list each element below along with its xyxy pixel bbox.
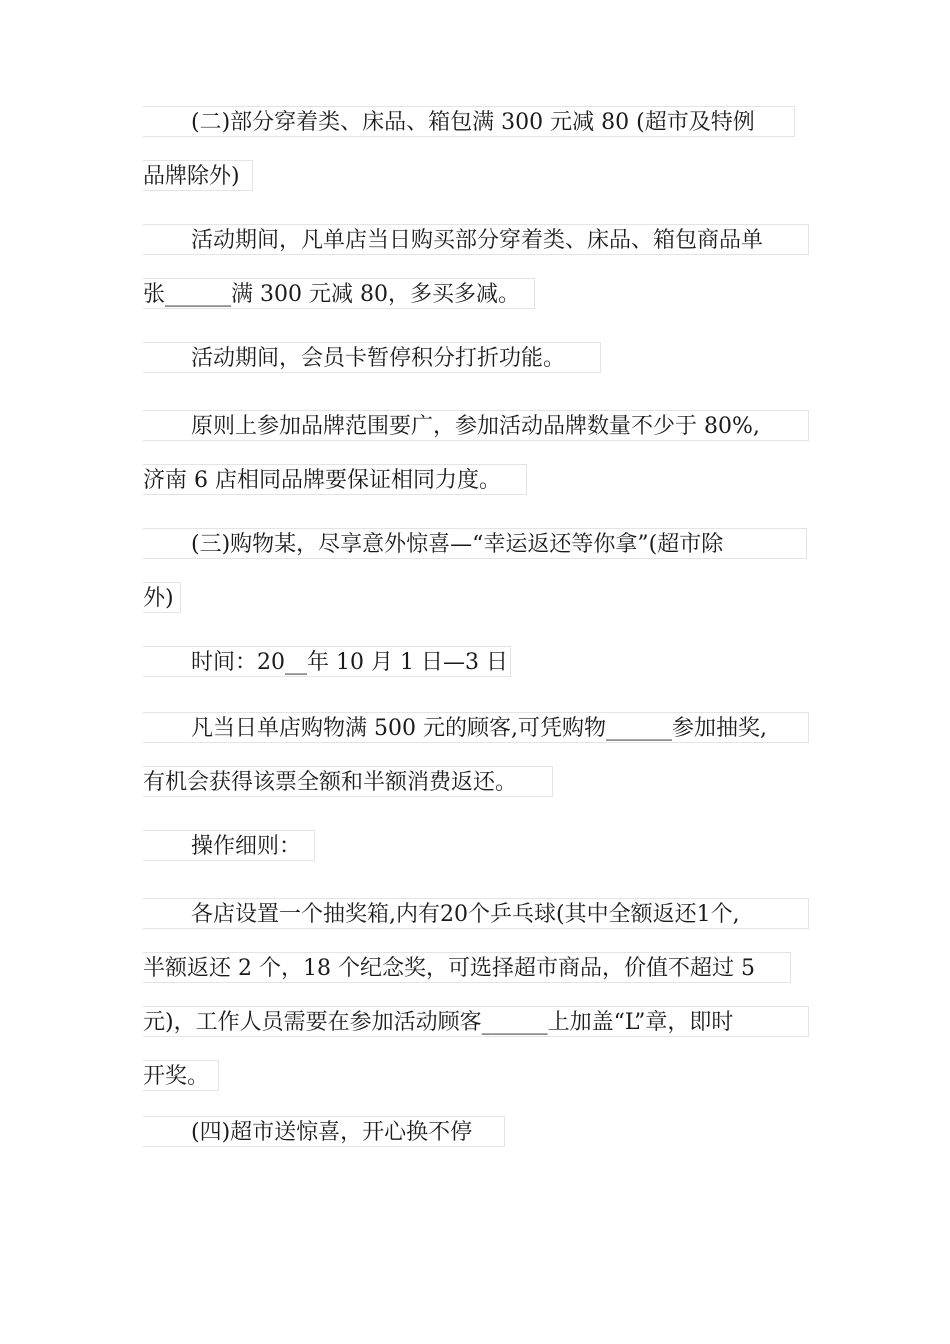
- text-line: 品牌除外): [143, 160, 253, 191]
- paragraph-discount-clothing: [143, 106, 795, 191]
- text-line: 元)，工作人员需要在参加活动顾客______上加盖“L”章，即时: [143, 1006, 809, 1037]
- text-line: 有机会获得该票全额和半额消费返还。: [143, 766, 553, 797]
- paragraph-lucky-refund: [143, 528, 807, 613]
- text-line: 时间：20__年 10 月 1 日—3 日: [143, 646, 511, 677]
- text-line: 外): [143, 582, 181, 613]
- text-line: 各店设置一个抽奖箱,内有20个乒乓球(其中全额返还1个,: [143, 898, 809, 929]
- paragraph-supermarket-surprise: [143, 1116, 505, 1147]
- paragraph-rules-heading: [143, 830, 315, 861]
- text-line: 济南 6 店相同品牌要保证相同力度。: [143, 464, 527, 495]
- paragraph-lottery: [143, 712, 809, 797]
- paragraph-lottery-box: [143, 898, 809, 1091]
- text-line: (三)购物某，尽享意外惊喜—“幸运返还等你拿”(超市除: [143, 528, 807, 559]
- text-line: 开奖。: [143, 1060, 219, 1091]
- text-line: 凡当日单店购物满 500 元的顾客,可凭购物______参加抽奖,: [143, 712, 809, 743]
- paragraph-time: [143, 646, 511, 677]
- text-line: 原则上参加品牌范围要广，参加活动品牌数量不少于 80%,: [143, 410, 809, 441]
- text-line: 半额返还 2 个，18 个纪念奖，可选择超市商品，价值不超过 5: [143, 952, 791, 983]
- text-line: 操作细则：: [143, 830, 315, 861]
- paragraph-activity-period: [143, 224, 809, 309]
- text-line: (四)超市送惊喜，开心换不停: [143, 1116, 505, 1147]
- text-line: 活动期间，凡单店当日购买部分穿着类、床品、箱包商品单: [143, 224, 809, 255]
- paragraph-member-card: [143, 342, 601, 373]
- text-line: 张______满 300 元减 80，多买多减。: [143, 278, 535, 309]
- text-line: 活动期间，会员卡暂停积分打折功能。: [143, 342, 601, 373]
- text-line: (二)部分穿着类、床品、箱包满 300 元减 80 (超市及特例: [143, 106, 795, 137]
- paragraph-brand-scope: [143, 410, 809, 495]
